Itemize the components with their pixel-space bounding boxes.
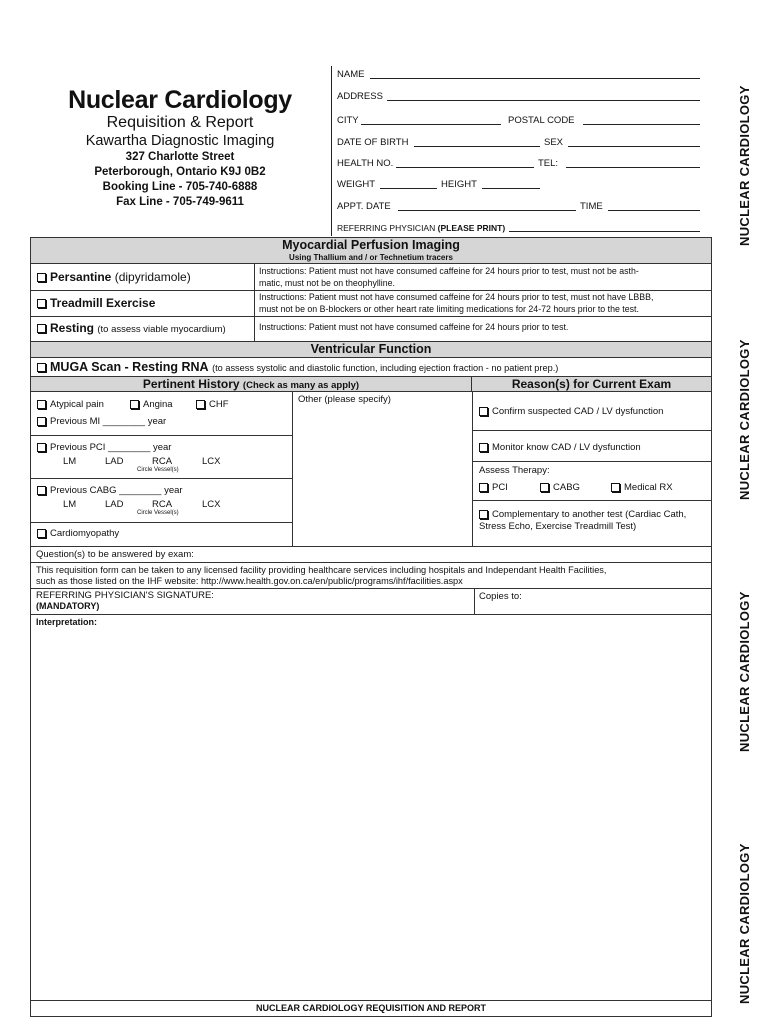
pci-vessel-rca[interactable]: RCA bbox=[152, 456, 173, 467]
complementary-option[interactable]: Complementary to another test (Cardiac Cath, bbox=[479, 509, 686, 520]
treadmill-checkbox[interactable] bbox=[37, 299, 46, 308]
postal-field[interactable] bbox=[583, 124, 700, 125]
confirm-cad-checkbox[interactable] bbox=[479, 407, 488, 416]
resting-option[interactable]: Resting (to assess viable myocardium) bbox=[37, 321, 226, 335]
health-label: HEALTH NO. bbox=[337, 158, 394, 169]
chf-checkbox[interactable] bbox=[196, 400, 205, 409]
persantine-instructions-1: Instructions: Patient must not have consumed caffeine for 24 hours prior to test, must not be asth- bbox=[259, 266, 639, 276]
form-title: Nuclear Cardiology bbox=[68, 86, 292, 114]
cardiomyopathy-checkbox[interactable] bbox=[37, 529, 46, 538]
pci-therapy-checkbox[interactable] bbox=[479, 483, 488, 492]
address-label: ADDRESS bbox=[337, 91, 383, 102]
cardiomyopathy-option[interactable]: Cardiomyopathy bbox=[37, 528, 119, 539]
cabg-vessel-lm[interactable]: LM bbox=[63, 499, 77, 510]
appt-field[interactable] bbox=[398, 210, 576, 211]
angina-checkbox[interactable] bbox=[130, 400, 139, 409]
previous-pci-checkbox[interactable] bbox=[37, 443, 46, 452]
copies-label: Copies to: bbox=[479, 591, 522, 602]
reasons-col-divider bbox=[472, 392, 473, 546]
resting-checkbox[interactable] bbox=[37, 324, 46, 333]
section-divider bbox=[30, 546, 712, 547]
treadmill-option[interactable]: Treadmill Exercise bbox=[37, 296, 155, 310]
bottom-footer-title: NUCLEAR CARDIOLOGY REQUISITION AND REPORT bbox=[255, 1003, 486, 1013]
ref-phys-field[interactable] bbox=[509, 231, 700, 232]
cabg-vessel-lcx[interactable]: LCX bbox=[202, 499, 221, 510]
pci-vessel-lcx[interactable]: LCX bbox=[202, 456, 221, 467]
address-field[interactable] bbox=[387, 100, 700, 101]
pci-vessel-lm[interactable]: LM bbox=[63, 456, 77, 467]
city-field[interactable] bbox=[361, 124, 501, 125]
pci-vessel-lad[interactable]: LAD bbox=[105, 456, 124, 467]
mandatory-label: (MANDATORY) bbox=[36, 601, 100, 611]
atypical-pain-checkbox[interactable] bbox=[37, 400, 46, 409]
name-label: NAME bbox=[337, 69, 365, 80]
complementary-option-line2: Stress Echo, Exercise Treadmill Test) bbox=[479, 521, 637, 532]
monitor-cad-checkbox[interactable] bbox=[479, 443, 488, 452]
bottom-divider bbox=[30, 1000, 712, 1001]
side-label-1: NUCLEAR CARDIOLOGY bbox=[737, 85, 752, 246]
health-field[interactable] bbox=[396, 167, 534, 168]
organization-name: Kawartha Diagnostic Imaging bbox=[85, 133, 275, 149]
atypical-pain-option[interactable]: Atypical pain bbox=[37, 399, 104, 410]
ref-phys-label: REFERRING PHYSICIAN (PLEASE PRINT) bbox=[337, 223, 506, 233]
interpretation-area[interactable] bbox=[32, 630, 710, 998]
interpretation-label: Interpretation: bbox=[36, 617, 98, 627]
weight-field[interactable] bbox=[380, 188, 437, 189]
muga-checkbox[interactable] bbox=[37, 363, 46, 372]
postal-label: POSTAL CODE bbox=[508, 115, 575, 126]
name-field[interactable] bbox=[370, 78, 700, 79]
dob-field[interactable] bbox=[414, 146, 540, 147]
signature-label: REFERRING PHYSICIAN'S SIGNATURE: bbox=[36, 590, 214, 601]
other-field[interactable] bbox=[293, 407, 471, 545]
persantine-checkbox[interactable] bbox=[37, 273, 46, 282]
time-field[interactable] bbox=[608, 210, 700, 211]
complementary-checkbox[interactable] bbox=[479, 510, 488, 519]
history-title: Pertinent History (Check as many as apply) bbox=[142, 377, 360, 391]
muga-option[interactable]: MUGA Scan - Resting RNA (to assess systolic and diastolic function, including ejection fraction - no patient prep.) bbox=[37, 360, 558, 374]
signature-divider bbox=[30, 614, 712, 615]
ihf-notice-line2: such as those listed on the IHF website: http://www.health.gov.on.ca/en/public/programs/ihf/facilities.aspx bbox=[36, 576, 463, 586]
signature-col-divider bbox=[474, 588, 475, 614]
previous-pci-option[interactable]: Previous PCI ________ year bbox=[37, 442, 171, 453]
questions-label: Question(s) to be answered by exam: bbox=[36, 549, 194, 560]
questions-divider bbox=[30, 562, 712, 563]
previous-cabg-option[interactable]: Previous CABG ________ year bbox=[37, 485, 183, 496]
confirm-cad-option[interactable]: Confirm suspected CAD / LV dysfunction bbox=[479, 406, 663, 417]
tel-field[interactable] bbox=[566, 167, 700, 168]
previous-cabg-checkbox[interactable] bbox=[37, 486, 46, 495]
cabg-circle-note: Circle Vessel(s) bbox=[137, 510, 179, 516]
mpi-row-divider bbox=[30, 316, 712, 317]
sex-field[interactable] bbox=[568, 146, 700, 147]
history-row-divider bbox=[30, 435, 292, 436]
mpi-row-divider bbox=[30, 290, 712, 291]
form-subtitle: Requisition & Report bbox=[106, 114, 254, 131]
header-divider bbox=[331, 66, 332, 236]
mpi-title: Myocardial Perfusion Imaging bbox=[282, 238, 460, 252]
persantine-instructions-2: matic, must not be on theophylline. bbox=[259, 278, 395, 288]
fax-line: Fax Line - 705-749-9611 bbox=[116, 196, 244, 208]
previous-mi-option[interactable]: Previous MI ________ year bbox=[37, 416, 166, 427]
cabg-therapy-checkbox[interactable] bbox=[540, 483, 549, 492]
previous-mi-checkbox[interactable] bbox=[37, 417, 46, 426]
other-label: Other (please specify) bbox=[298, 394, 391, 405]
pci-therapy-option[interactable]: PCI bbox=[479, 482, 508, 493]
height-field[interactable] bbox=[482, 188, 540, 189]
copies-field[interactable] bbox=[530, 590, 708, 612]
mpi-subtitle: Using Thallium and / or Technetium tracers bbox=[289, 253, 453, 262]
cabg-vessel-lad[interactable]: LAD bbox=[105, 499, 124, 510]
reasons-row-divider bbox=[472, 461, 712, 462]
persantine-option[interactable]: Persantine (dipyridamole) bbox=[37, 270, 191, 284]
time-label: TIME bbox=[580, 201, 603, 212]
side-label-3: NUCLEAR CARDIOLOGY bbox=[737, 591, 752, 752]
appt-label: APPT. DATE bbox=[337, 201, 391, 212]
chf-option[interactable]: CHF bbox=[196, 399, 229, 410]
org-address-line1: 327 Charlotte Street bbox=[125, 151, 235, 163]
treadmill-instructions-2: must not be on B-blockers or other heart rate limiting medications for 24-72 hours prior to the test. bbox=[259, 304, 639, 314]
city-label: CITY bbox=[337, 115, 359, 126]
medical-rx-checkbox[interactable] bbox=[611, 483, 620, 492]
reasons-title: Reason(s) for Current Exam bbox=[511, 377, 672, 391]
reasons-row-divider bbox=[472, 430, 712, 431]
dob-label: DATE OF BIRTH bbox=[337, 137, 409, 148]
org-address-line2: Peterborough, Ontario K9J 0B2 bbox=[94, 166, 266, 178]
cabg-therapy-option[interactable]: CABG bbox=[540, 482, 580, 493]
notice-divider bbox=[30, 588, 712, 589]
side-label-2: NUCLEAR CARDIOLOGY bbox=[737, 339, 752, 500]
booking-line: Booking Line - 705-740-6888 bbox=[102, 181, 258, 193]
assess-therapy-label: Assess Therapy: bbox=[479, 465, 550, 476]
treadmill-instructions-1: Instructions: Patient must not have consumed caffeine for 24 hours prior to test, must not have LBBB, bbox=[259, 292, 654, 302]
pci-circle-note: Circle Vessel(s) bbox=[137, 467, 179, 473]
angina-option[interactable]: Angina bbox=[130, 399, 173, 410]
side-label-4: NUCLEAR CARDIOLOGY bbox=[737, 843, 752, 1004]
mpi-col-divider bbox=[254, 264, 255, 341]
height-label: HEIGHT bbox=[441, 179, 477, 190]
weight-label: WEIGHT bbox=[337, 179, 375, 190]
signature-field[interactable] bbox=[250, 590, 470, 612]
tel-label: TEL: bbox=[538, 158, 559, 169]
sex-label: SEX bbox=[544, 137, 564, 148]
reasons-row-divider bbox=[472, 500, 712, 501]
vf-title: Ventricular Function bbox=[310, 342, 432, 356]
medical-rx-option[interactable]: Medical RX bbox=[611, 482, 673, 493]
history-row-divider bbox=[30, 478, 292, 479]
cabg-vessel-rca[interactable]: RCA bbox=[152, 499, 173, 510]
resting-instructions: Instructions: Patient must not have consumed caffeine for 24 hours prior to test. bbox=[259, 322, 569, 332]
ihf-notice-line1: This requisition form can be taken to any licensed facility providing healthcare services including hospitals and Independant Health Facilities, bbox=[36, 565, 607, 575]
history-row-divider bbox=[30, 522, 292, 523]
monitor-cad-option[interactable]: Monitor know CAD / LV dysfunction bbox=[479, 442, 641, 453]
